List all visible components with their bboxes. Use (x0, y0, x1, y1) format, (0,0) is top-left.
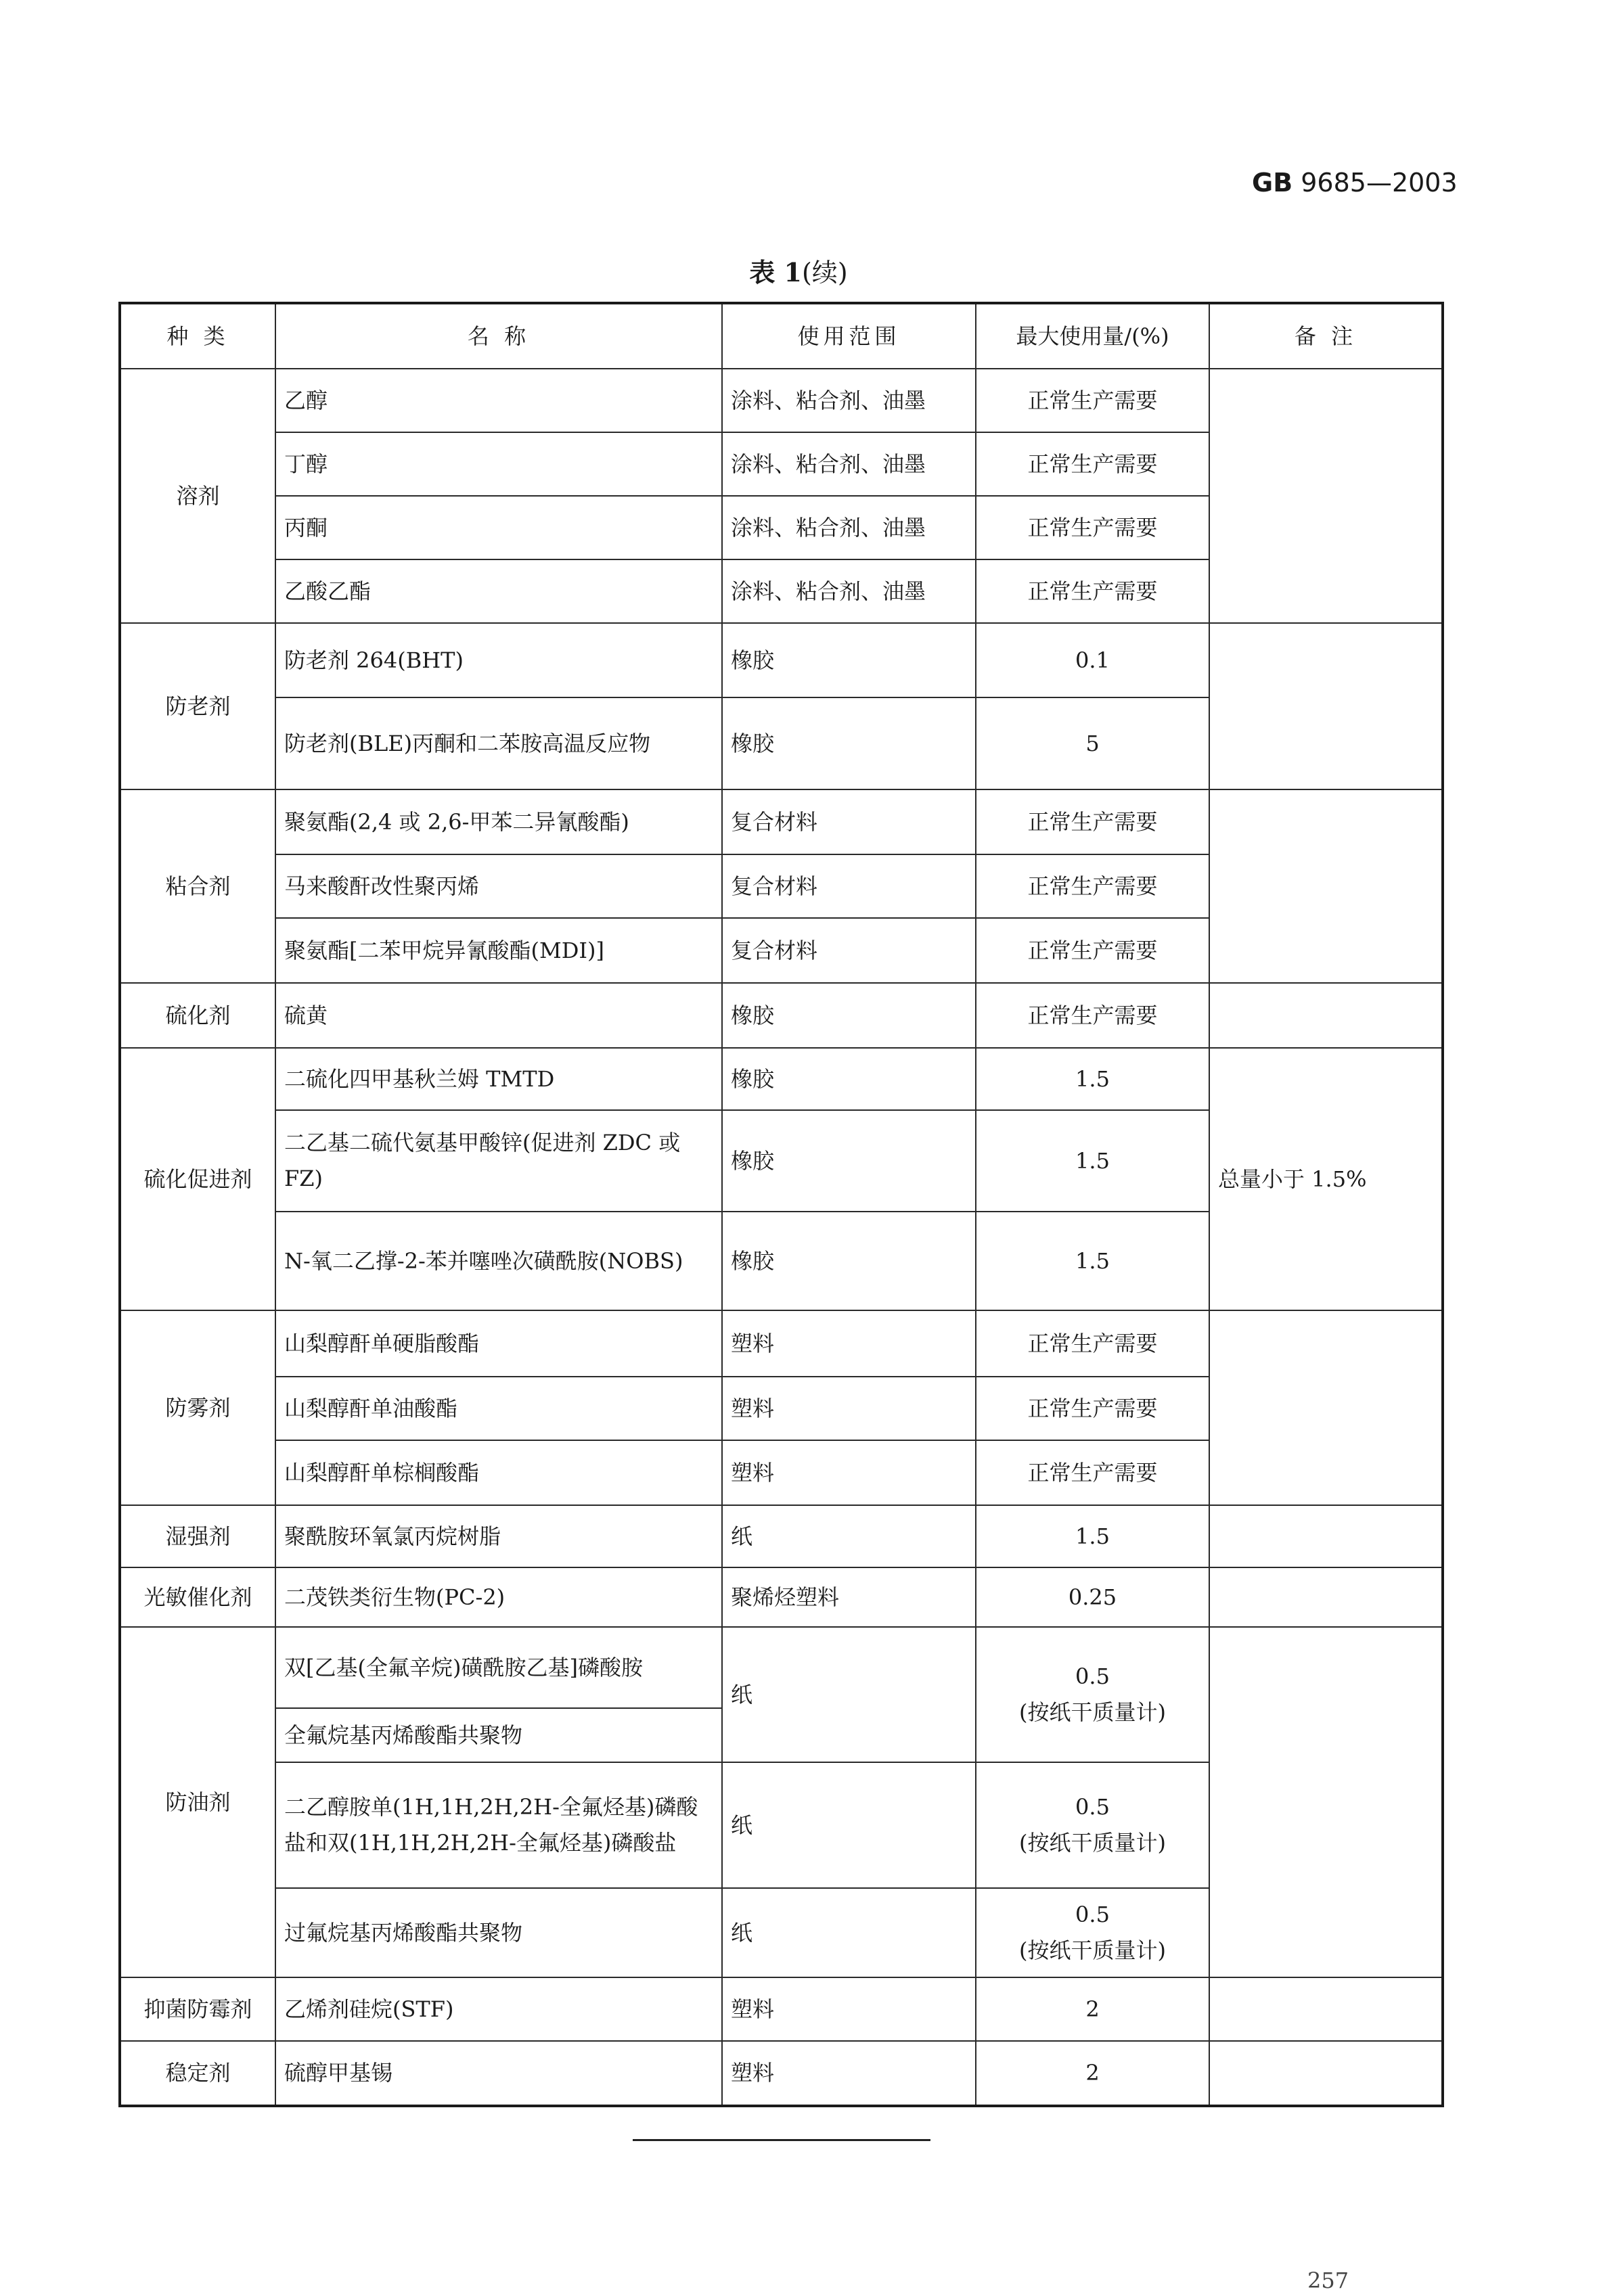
amount-cell: 正常生产需要 (976, 1377, 1209, 1440)
scope-cell: 塑料 (722, 1440, 976, 1505)
amount-cell: 正常生产需要 (976, 432, 1209, 496)
name-cell: 丙酮 (275, 496, 722, 559)
category-cell: 溶剂 (120, 369, 275, 623)
scope-cell: 涂料、粘合剂、油墨 (722, 369, 976, 432)
category-cell: 湿强剂 (120, 1505, 275, 1567)
amount-value: 0.5 (1075, 1663, 1110, 1690)
scope-cell: 橡胶 (722, 697, 976, 789)
amount-cell: 正常生产需要 (976, 854, 1209, 918)
category-cell: 抑菌防霉剂 (120, 1977, 275, 2041)
category-cell: 防雾剂 (120, 1310, 275, 1505)
scope-cell: 聚烯烃塑料 (722, 1567, 976, 1627)
note-cell (1209, 789, 1443, 983)
amount-note: (按纸干质量计) (1019, 1830, 1166, 1856)
amount-cell: 1.5 (976, 1212, 1209, 1310)
amount-cell: 正常生产需要 (976, 1310, 1209, 1377)
table-row (120, 1048, 1443, 1110)
name-cell: 二茂铁类衍生物(PC-2) (275, 1567, 722, 1627)
standard-number: 9685—2003 (1301, 168, 1458, 198)
note-cell (1209, 1977, 1443, 2041)
name-cell: 山梨醇酐单硬脂酸酯 (275, 1310, 722, 1377)
amount-cell (976, 1627, 1209, 1762)
amount-value: 0.5 (1075, 1794, 1110, 1820)
scope-cell: 纸 (722, 1627, 976, 1762)
table-row (120, 789, 1443, 854)
amount-cell: 正常生产需要 (976, 918, 1209, 983)
scope-cell: 塑料 (722, 1310, 976, 1377)
amount-cell: 1.5 (976, 1048, 1209, 1110)
name-cell: 二乙醇胺单(1H,1H,2H,2H-全氟烃基)磷酸盐和双(1H,1H,2H,2H-全氟烃基)磷酸盐 (275, 1762, 722, 1888)
page-number: 257 (1307, 2268, 1349, 2293)
category-cell: 稳定剂 (120, 2041, 275, 2106)
scope-cell: 橡胶 (722, 983, 976, 1048)
scope-cell: 复合材料 (722, 854, 976, 918)
category-cell: 硫化促进剂 (120, 1048, 275, 1310)
amount-cell: 正常生产需要 (976, 983, 1209, 1048)
name-cell: 二乙基二硫代氨基甲酸锌(促进剂 ZDC 或 FZ) (275, 1110, 722, 1212)
note-cell (1209, 1567, 1443, 1627)
table-row (120, 1310, 1443, 1377)
table-row (120, 983, 1443, 1048)
name-cell: N-氧二乙撑-2-苯并噻唑次磺酰胺(NOBS) (275, 1212, 722, 1310)
amount-note: (按纸干质量计) (1019, 1699, 1166, 1725)
name-cell: 聚氨酯(2,4 或 2,6-甲苯二异氰酸酯) (275, 789, 722, 854)
name-cell: 防老剂 264(BHT) (275, 623, 722, 697)
name-cell: 山梨醇酐单棕榈酸酯 (275, 1440, 722, 1505)
note-cell (1209, 1310, 1443, 1505)
note-cell (1209, 623, 1443, 789)
scope-cell: 塑料 (722, 1377, 976, 1440)
category-cell: 光敏催化剂 (120, 1567, 275, 1627)
scope-cell: 涂料、粘合剂、油墨 (722, 432, 976, 496)
scope-cell: 橡胶 (722, 1212, 976, 1310)
scope-cell: 纸 (722, 1888, 976, 1977)
name-cell: 马来酸酐改性聚丙烯 (275, 854, 722, 918)
name-cell: 乙酸乙酯 (275, 559, 722, 623)
category-cell: 防老剂 (120, 623, 275, 789)
amount-note: (按纸干质量计) (1019, 1937, 1166, 1963)
amount-cell: 正常生产需要 (976, 789, 1209, 854)
scope-cell: 复合材料 (722, 918, 976, 983)
table-row (120, 623, 1443, 697)
amount-cell: 正常生产需要 (976, 559, 1209, 623)
end-of-table-rule (633, 2139, 930, 2141)
scope-cell: 纸 (722, 1762, 976, 1888)
name-cell: 聚氨酯[二苯甲烷异氰酸酯(MDI)] (275, 918, 722, 983)
table-row (120, 1505, 1443, 1567)
table-label: 表 1 (749, 257, 802, 288)
name-cell: 过氟烷基丙烯酸酯共聚物 (275, 1888, 722, 1977)
amount-cell: 0.25 (976, 1567, 1209, 1627)
table-row (120, 2041, 1443, 2106)
category-cell: 防油剂 (120, 1627, 275, 1977)
header-name: 名 称 (275, 303, 722, 369)
note-cell: 总量小于 1.5% (1209, 1048, 1443, 1310)
amount-cell: 1.5 (976, 1505, 1209, 1567)
header-scope: 使用范围 (722, 303, 976, 369)
scope-cell: 塑料 (722, 1977, 976, 2041)
amount-cell: 正常生产需要 (976, 496, 1209, 559)
name-cell: 乙醇 (275, 369, 722, 432)
amount-cell: 正常生产需要 (976, 1440, 1209, 1505)
amount-cell: 1.5 (976, 1110, 1209, 1212)
amount-cell (976, 1762, 1209, 1888)
amount-cell (976, 1888, 1209, 1977)
header-category: 种 类 (120, 303, 275, 369)
standard-prefix: GB (1252, 168, 1293, 198)
name-cell: 硫醇甲基锡 (275, 2041, 722, 2106)
additives-table (118, 302, 1444, 2107)
note-cell (1209, 1505, 1443, 1567)
category-cell: 粘合剂 (120, 789, 275, 983)
note-cell (1209, 983, 1443, 1048)
scope-cell: 塑料 (722, 2041, 976, 2106)
amount-cell: 2 (976, 2041, 1209, 2106)
category-cell: 硫化剂 (120, 983, 275, 1048)
header-note: 备 注 (1209, 303, 1443, 369)
amount-cell: 正常生产需要 (976, 369, 1209, 432)
scope-cell: 复合材料 (722, 789, 976, 854)
name-cell: 山梨醇酐单油酸酯 (275, 1377, 722, 1440)
note-cell (1209, 369, 1443, 623)
scope-cell: 橡胶 (722, 623, 976, 697)
scope-cell: 纸 (722, 1505, 976, 1567)
amount-cell: 0.1 (976, 623, 1209, 697)
scope-cell: 涂料、粘合剂、油墨 (722, 496, 976, 559)
note-cell (1209, 2041, 1443, 2106)
table-caption-suffix: (续) (802, 258, 848, 288)
table-row (120, 1977, 1443, 2041)
name-cell: 硫黄 (275, 983, 722, 1048)
table-row (120, 1627, 1443, 1708)
scope-cell: 橡胶 (722, 1110, 976, 1212)
scope-cell: 涂料、粘合剂、油墨 (722, 559, 976, 623)
amount-value: 0.5 (1075, 1902, 1110, 1928)
amount-cell: 2 (976, 1977, 1209, 2041)
header-max-amount: 最大使用量/(%) (976, 303, 1209, 369)
name-cell: 双[乙基(全氟辛烷)磺酰胺乙基]磷酸胺 (275, 1627, 722, 1708)
standard-code (1252, 168, 1458, 198)
name-cell: 聚酰胺环氧氯丙烷树脂 (275, 1505, 722, 1567)
name-cell: 全氟烷基丙烯酸酯共聚物 (275, 1708, 722, 1762)
scope-cell: 橡胶 (722, 1048, 976, 1110)
amount-cell: 5 (976, 697, 1209, 789)
name-cell: 二硫化四甲基秋兰姆 TMTD (275, 1048, 722, 1110)
table-row (120, 369, 1443, 432)
table-header-row (120, 303, 1443, 369)
name-cell: 防老剂(BLE)丙酮和二苯胺高温反应物 (275, 697, 722, 789)
name-cell: 丁醇 (275, 432, 722, 496)
note-cell (1209, 1627, 1443, 1977)
table-caption (0, 252, 1597, 289)
name-cell: 乙烯剂硅烷(STF) (275, 1977, 722, 2041)
table-row (120, 1567, 1443, 1627)
